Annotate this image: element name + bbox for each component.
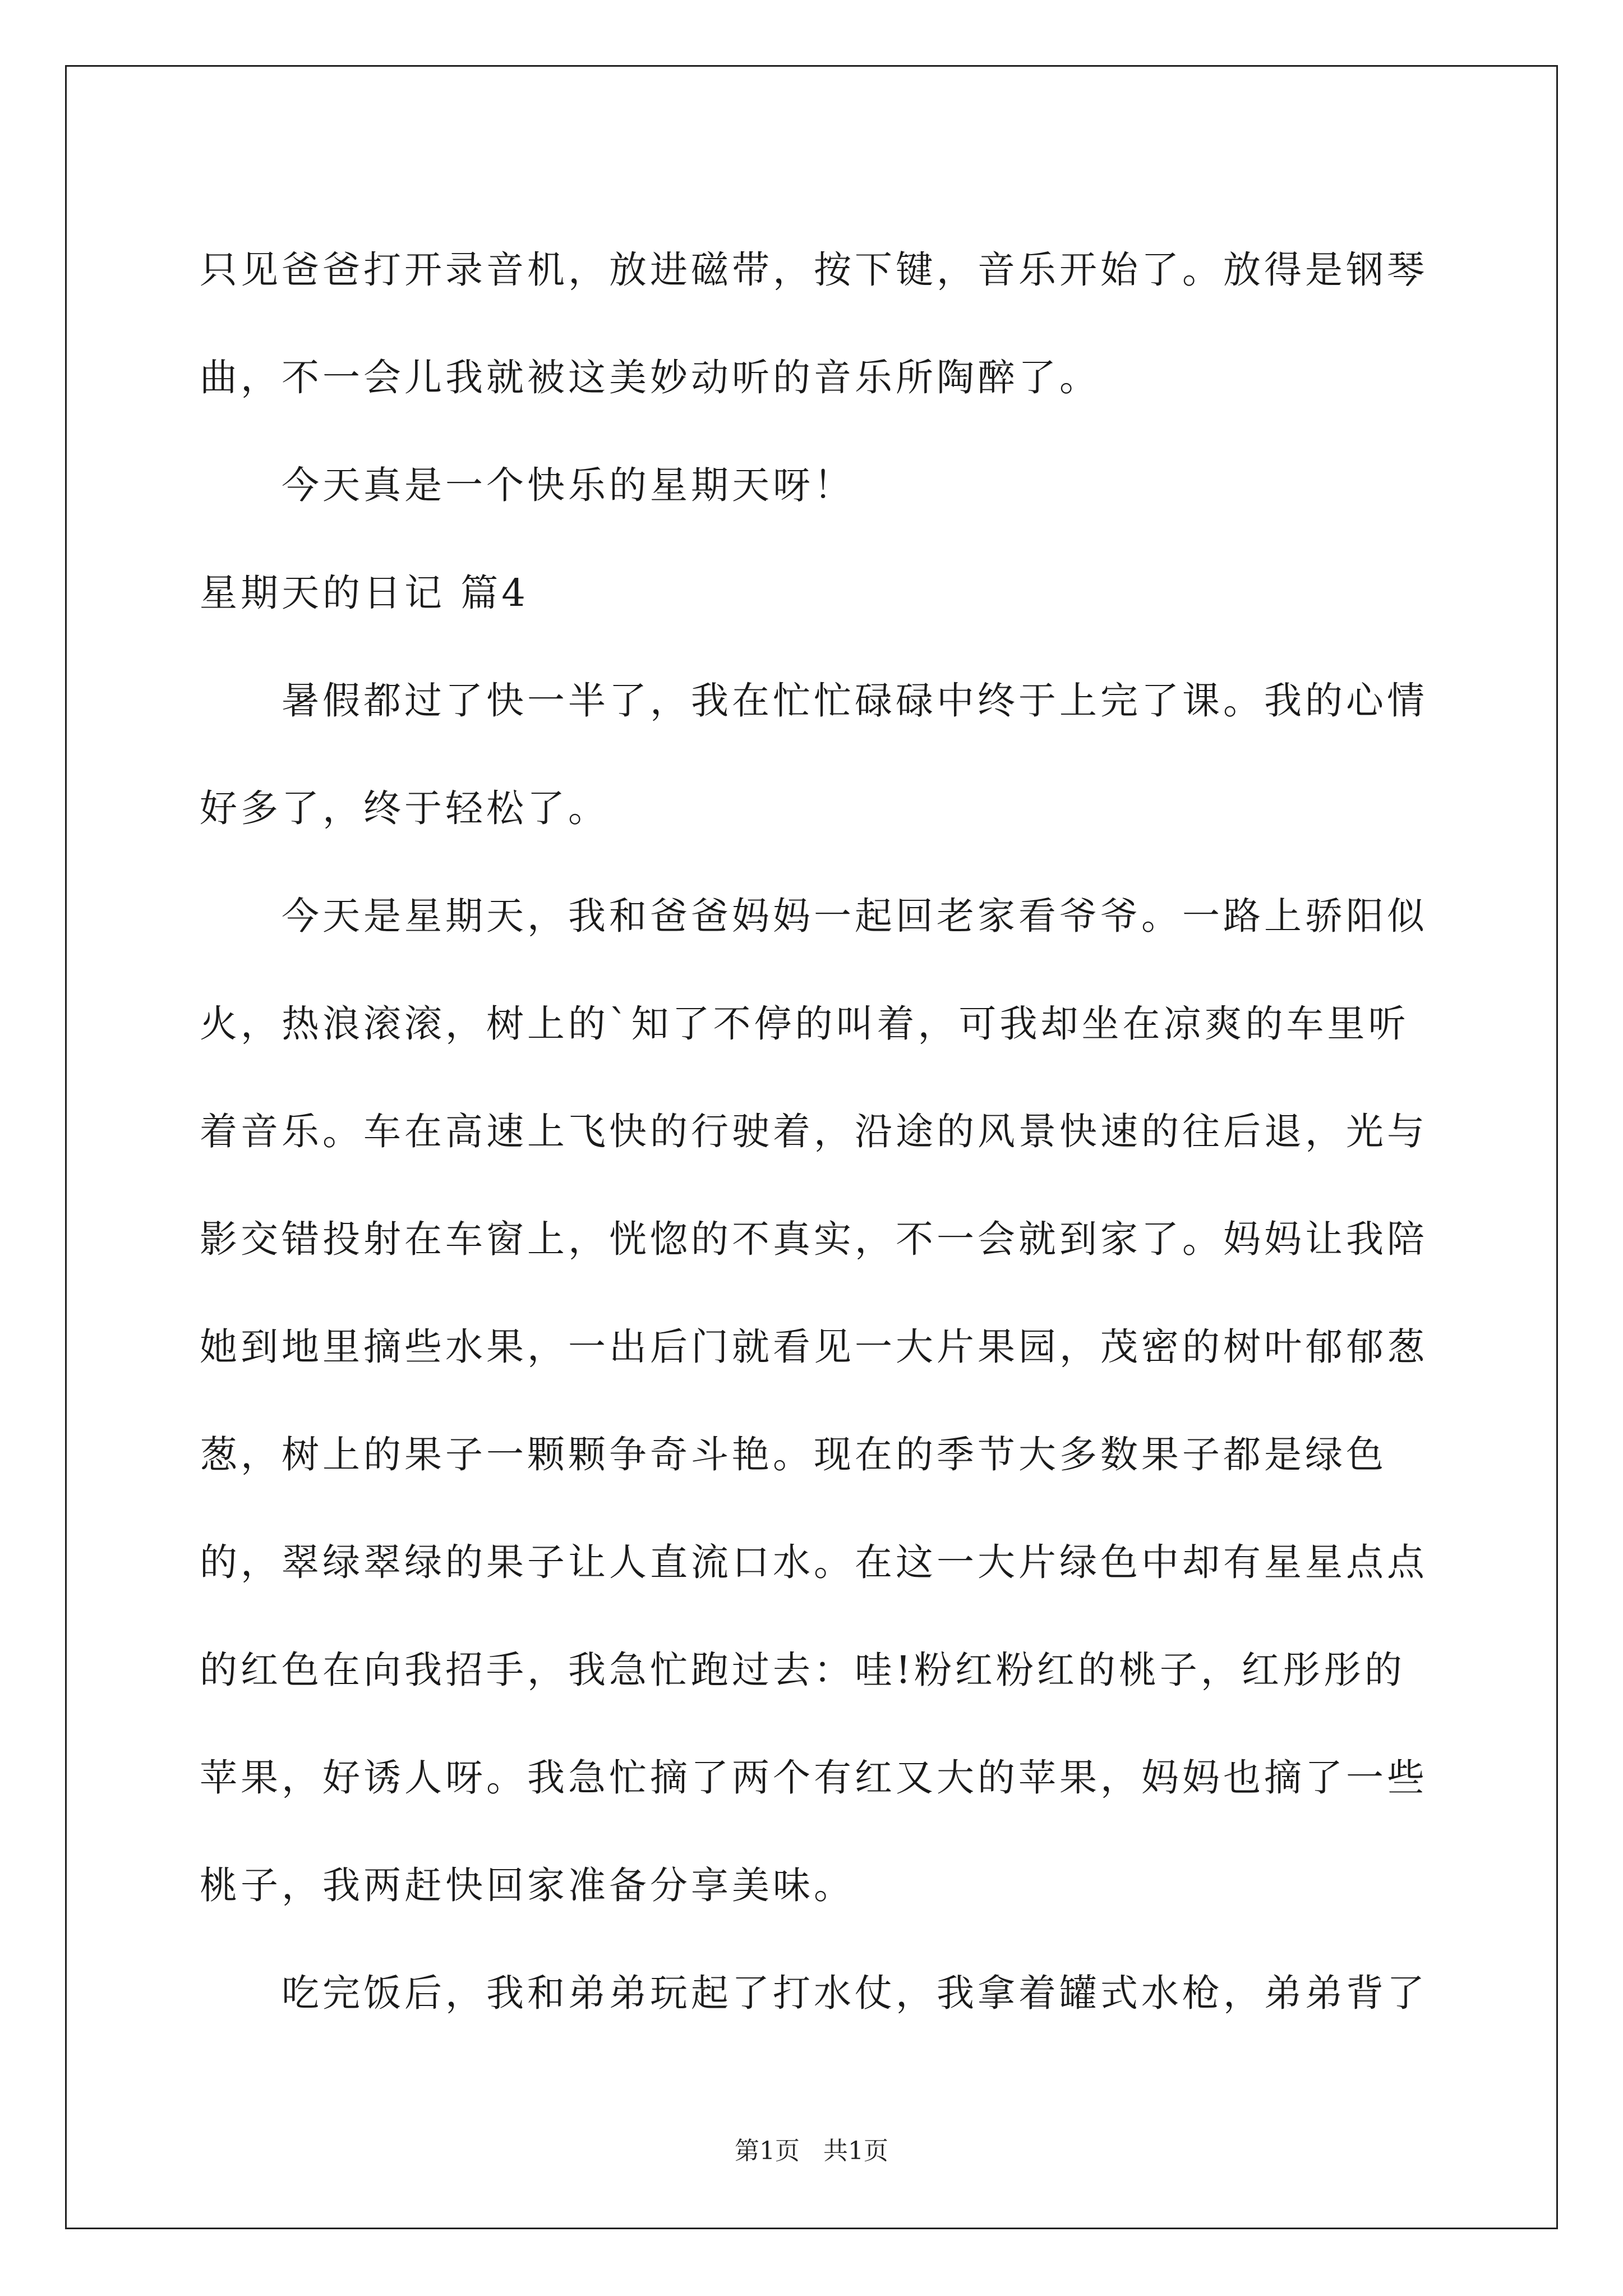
paragraph: 只见爸爸打开录音机，放进磁带，按下键，音乐开始了。放得是钢琴曲，不一会儿我就被这美妙动听的音乐所陶醉了。 bbox=[200, 248, 1428, 399]
paragraph: 今天是星期天，我和爸爸妈妈一起回老家看爷爷。一路上骄阳似火，热浪滚滚，树上的`知了不停的叫着，可我却坐在凉爽的车里听着音乐。车在高速上飞快的行驶着，沿途的风景快速的往后退，光与影交错投射在车窗上，恍惚的不真实，不一会就到家了。妈妈让我陪她到地里摘些水果，一出后门就看见一大片果园，茂密的树叶郁郁葱葱，树上的果子一颗颗争奇斗艳。现在的季节大多数果子都是绿色的，翠绿翠绿的果子让人直流口水。在这一大片绿色中却有星星点点的红色在向我招手，我急忙跑过去：哇!粉红粉红的桃子，红彤彤的苹果，好诱人呀。我急忙摘了两个有红又大的苹果，妈妈也摘了一些桃子，我两赶快回家准备分享美味。 bbox=[200, 894, 1428, 1907]
paragraph: 吃完饭后，我和弟弟玩起了打水仗，我拿着罐式水枪，弟弟背了 bbox=[282, 1971, 1428, 2015]
paragraph: 暑假都过了快一半了，我在忙忙碌碌中终于上完了课。我的心情好多了，终于轻松了。 bbox=[200, 679, 1428, 830]
paragraph: 今天真是一个快乐的星期天呀！ bbox=[282, 463, 855, 507]
page-footer: 第1页 共1页 bbox=[735, 2137, 888, 2165]
document-body bbox=[200, 216, 1432, 2047]
section-heading: 星期天的日记 篇4 bbox=[200, 571, 529, 615]
